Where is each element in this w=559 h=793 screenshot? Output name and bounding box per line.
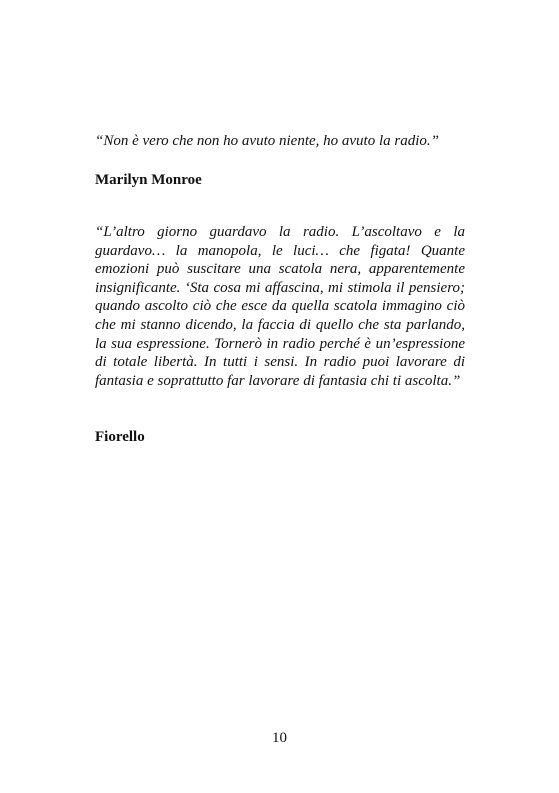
page-number: 10 xyxy=(272,730,287,746)
quote-marilyn-monroe: “Non è vero che non ho avuto niente, ho avuto la radio.” xyxy=(95,133,439,149)
quote-fiorello: “L’altro giorno guardavo la radio. L’ascoltavo e la guardavo… la manopola, le luci… che figata! Quante emozioni può suscitare una scatola nera, apparentemente insignificante. ‘Sta cosa mi affascina, mi stimola il pensiero; quando ascolto ciò che esce da quella scatola immagino ciò che mi stanno dicendo, la faccia di quello che sta parlando, la sua espressione. Tornerò in radio perché è un’espressione di totale libertà. In tutti i sensi. In radio puoi lavorare di fantasia e soprattutto far lavorare di fantasia chi ti ascolta.” xyxy=(95,224,465,389)
quote-author-marilyn-monroe: Marilyn Monroe xyxy=(95,172,202,188)
quote-author-fiorello: Fiorello xyxy=(95,429,145,445)
